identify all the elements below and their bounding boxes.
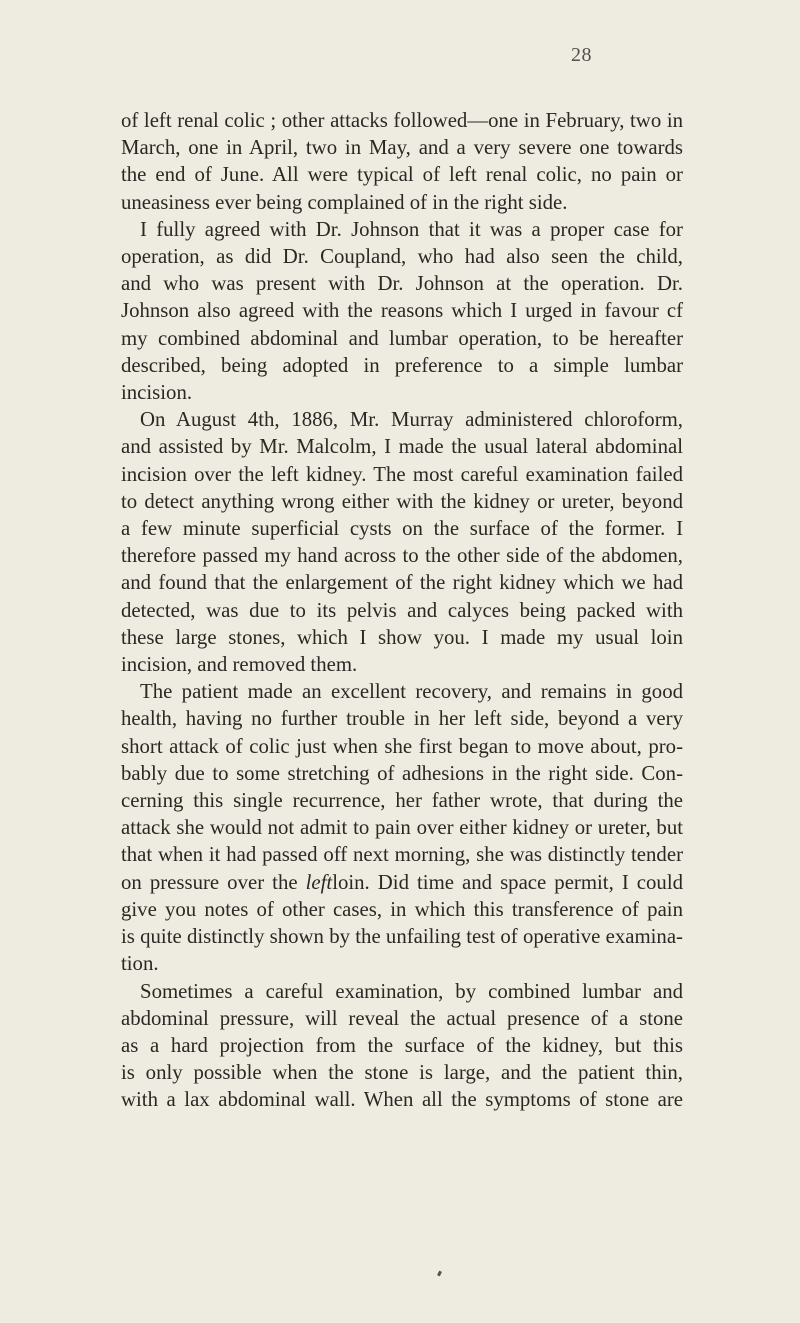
text-line: detected, was due to its pelvis and calyces being packed with bbox=[121, 598, 683, 622]
text-line: these large stones, which I show you. I made my usual loin bbox=[121, 625, 683, 649]
text-line: give you notes of other cases, in which this transference of pain bbox=[121, 897, 683, 921]
text-line: abdominal pressure, will reveal the actual presence of a stone bbox=[121, 1006, 683, 1030]
text-line: a few minute superficial cysts on the surface of the former. I bbox=[121, 517, 683, 541]
text-line: as a hard projection from the surface of the kidney, but this bbox=[121, 1033, 683, 1057]
text-line: incision, and removed them. bbox=[121, 653, 358, 677]
italic-word: left bbox=[305, 870, 333, 894]
text-line: therefore passed my hand across to the other side of the abdomen, bbox=[121, 544, 683, 568]
text-line: and found that the enlargement of the right kidney which we had bbox=[121, 571, 683, 595]
text-line: health, having no further trouble in her left side, beyond a very bbox=[121, 707, 683, 731]
text-line: incision over the left kidney. The most careful examination failed bbox=[121, 462, 683, 486]
text-line: is only possible when the stone is large, and the patient thin, bbox=[121, 1061, 683, 1085]
text-line: I fully agreed with Dr. Johnson that it was a proper case for bbox=[140, 217, 683, 241]
text-line: attack she would not admit to pain over either kidney or ureter, but bbox=[121, 816, 683, 840]
text-line: operation, as did Dr. Coupland, who had also seen the child, bbox=[121, 245, 683, 269]
text-line: Johnson also agreed with the reasons which I urged in favour cf bbox=[121, 299, 683, 323]
page-number: 28 bbox=[571, 44, 592, 66]
text-line: Sometimes a careful examination, by combined lumbar and bbox=[140, 979, 683, 1003]
text-line: March, one in April, two in May, and a very severe one towards bbox=[121, 136, 683, 160]
text-line: is quite distinctly shown by the unfailing test of operative examina- bbox=[121, 925, 683, 949]
text-line: bably due to some stretching of adhesions in the right side. Con- bbox=[121, 761, 683, 785]
text-line: short attack of colic just when she first began to move about, pro- bbox=[121, 734, 683, 758]
ink-mark bbox=[437, 1271, 442, 1277]
text-run: on pressure over the bbox=[121, 870, 306, 894]
text-line: The patient made an excellent recovery, and remains in good bbox=[140, 680, 683, 704]
text-line: described, being adopted in preference to a simple lumbar bbox=[121, 353, 683, 377]
text-line: of left renal colic ; other attacks followed—one in February, two in bbox=[121, 109, 683, 132]
text-line: and who was present with Dr. Johnson at the operation. Dr. bbox=[121, 272, 683, 296]
text-line: tion. bbox=[121, 952, 159, 976]
text-line bbox=[121, 869, 683, 896]
text-line: cerning this single recurrence, her father wrote, that during the bbox=[121, 789, 683, 813]
text-line: and assisted by Mr. Malcolm, I made the usual lateral abdominal bbox=[121, 435, 683, 459]
body-text bbox=[121, 107, 683, 1114]
text-line: the end of June. All were typical of left renal colic, no pain or bbox=[121, 163, 683, 187]
text-run: loin. Did time and space permit, I could bbox=[332, 870, 683, 894]
text-line: to detect anything wrong either with the kidney or ureter, beyond bbox=[121, 489, 683, 513]
text-line: incision. bbox=[121, 381, 193, 405]
text-line: that when it had passed off next morning, she was distinctly tender bbox=[121, 843, 683, 867]
text-line: my combined abdominal and lumbar operation, to be hereafter bbox=[121, 326, 683, 350]
text-line: On August 4th, 1886, Mr. Murray administered chloroform, bbox=[140, 408, 683, 432]
text-line: uneasiness ever being complained of in the right side. bbox=[121, 190, 568, 214]
text-line: with a lax abdominal wall. When all the symptoms of stone are bbox=[121, 1088, 683, 1112]
